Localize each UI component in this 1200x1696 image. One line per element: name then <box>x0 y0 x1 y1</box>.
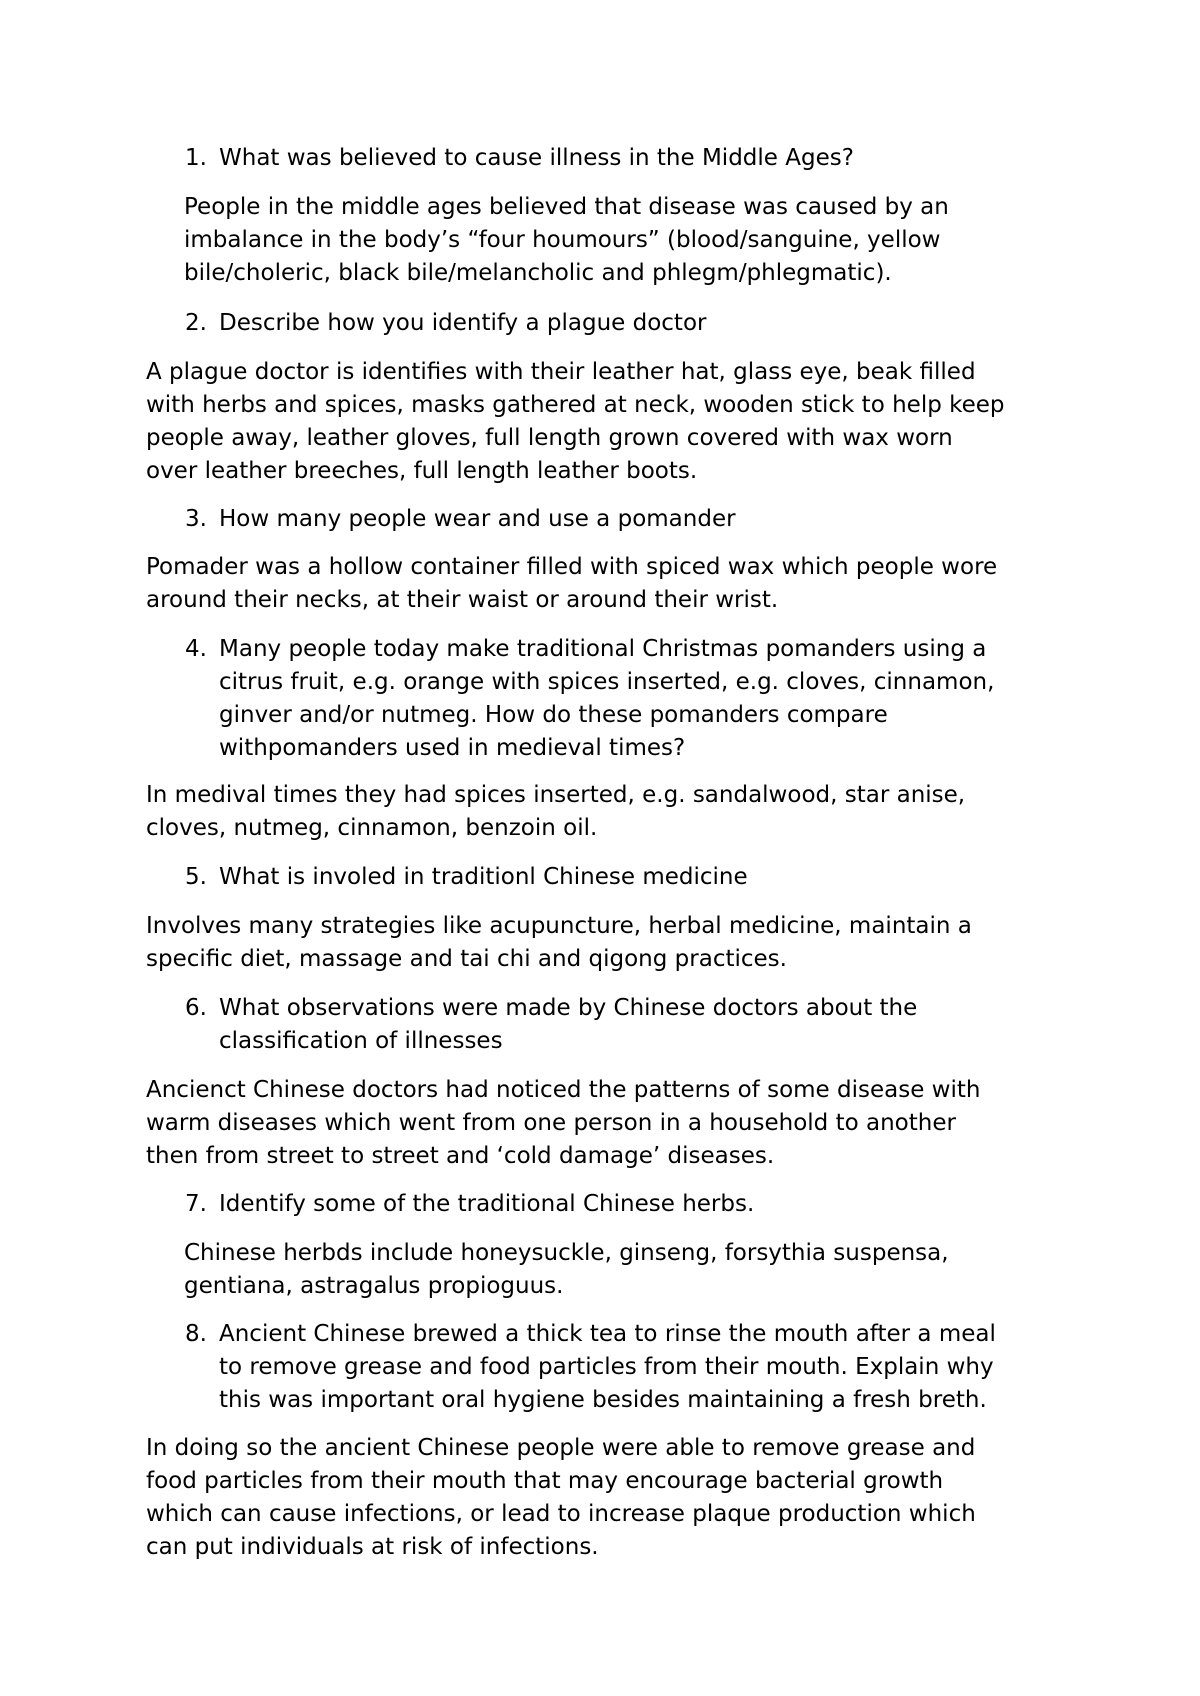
question-line: citrus fruit, e.g. orange with spices inserted, e.g. cloves, cinnamon, <box>219 669 995 695</box>
answer-text <box>146 551 997 617</box>
question-number: 2. <box>185 310 207 336</box>
question-line: What is involed in traditionl Chinese medicine <box>219 864 748 890</box>
answer-line: with herbs and spices, masks gathered at neck, wooden stick to help keep <box>146 392 1005 418</box>
answer-line: Chinese herbds include honeysuckle, ginseng, forsythia suspensa, <box>184 1240 949 1266</box>
answer-line: Involves many strategies like acupuncture, herbal medicine, maintain a <box>146 913 972 939</box>
answer-line: In doing so the ancient Chinese people were able to remove grease and <box>146 1435 976 1461</box>
answer-text <box>184 191 949 290</box>
answer-text <box>146 1074 980 1173</box>
question-number: 5. <box>185 864 207 890</box>
answer-line: over leather breeches, full length leather boots. <box>146 458 698 484</box>
question-line: this was important oral hygiene besides maintaining a fresh breth. <box>219 1387 987 1413</box>
question-line: What observations were made by Chinese doctors about the <box>219 995 918 1021</box>
answer-line: A plague doctor is identifies with their leather hat, glass eye, beak filled <box>146 359 976 385</box>
question-number: 3. <box>185 506 207 532</box>
question-line: Identify some of the traditional Chinese herbs. <box>219 1191 755 1217</box>
answer-line: bile/choleric, black bile/melancholic and phlegm/phlegmatic). <box>184 260 892 286</box>
question-number: 7. <box>185 1191 207 1217</box>
question-line: Many people today make traditional Christmas pomanders using a <box>219 636 987 662</box>
question-number: 6. <box>185 995 207 1021</box>
question-text <box>219 633 994 765</box>
answer-line: then from street to street and ‘cold damage’ diseases. <box>146 1143 775 1169</box>
question-text <box>219 1318 996 1417</box>
question-line: Ancient Chinese brewed a thick tea to rinse the mouth after a meal <box>219 1321 996 1347</box>
answer-text <box>146 779 965 845</box>
question-text <box>219 1188 754 1221</box>
answer-line: Pomader was a hollow container filled with spiced wax which people wore <box>146 554 998 580</box>
answer-text <box>146 910 972 976</box>
question-line: Describe how you identify a plague doctor <box>219 310 707 336</box>
answer-line: food particles from their mouth that may encourage bacterial growth <box>146 1468 944 1494</box>
question-line: classification of illnesses <box>219 1028 503 1054</box>
question-number: 1. <box>185 145 207 171</box>
question-text <box>219 503 736 536</box>
answer-line: which can cause infections, or lead to increase plaque production which <box>146 1501 976 1527</box>
answer-text <box>146 356 1005 488</box>
question-number: 8. <box>185 1321 207 1347</box>
answer-line: gentiana, astragalus propioguus. <box>184 1273 564 1299</box>
question-line: to remove grease and food particles from their mouth. Explain why <box>219 1354 994 1380</box>
answer-line: around their necks, at their waist or around their wrist. <box>146 587 779 613</box>
answer-line: imbalance in the body’s “four houmours” (blood/sanguine, yellow <box>184 227 941 253</box>
answer-line: specific diet, massage and tai chi and qigong practices. <box>146 946 787 972</box>
question-text <box>219 142 854 175</box>
question-line: How many people wear and use a pomander <box>219 506 736 532</box>
question-text <box>219 992 917 1058</box>
question-line: ginver and/or nutmeg. How do these pomanders compare <box>219 702 888 728</box>
question-text <box>219 861 748 894</box>
answer-line: People in the middle ages believed that disease was caused by an <box>184 194 949 220</box>
answer-text <box>184 1237 949 1303</box>
answer-line: can put individuals at risk of infections. <box>146 1534 599 1560</box>
answer-line: cloves, nutmeg, cinnamon, benzoin oil. <box>146 815 598 841</box>
question-line: What was believed to cause illness in the Middle Ages? <box>219 145 854 171</box>
question-text <box>219 307 706 340</box>
question-number: 4. <box>185 636 207 662</box>
answer-line: people away, leather gloves, full length grown covered with wax worn <box>146 425 953 451</box>
answer-line: In medival times they had spices inserted, e.g. sandalwood, star anise, <box>146 782 966 808</box>
answer-line: Ancienct Chinese doctors had noticed the patterns of some disease with <box>146 1077 981 1103</box>
answer-line: warm diseases which went from one person in a household to another <box>146 1110 956 1136</box>
question-line: withpomanders used in medieval times? <box>219 735 686 761</box>
answer-text <box>146 1432 976 1564</box>
